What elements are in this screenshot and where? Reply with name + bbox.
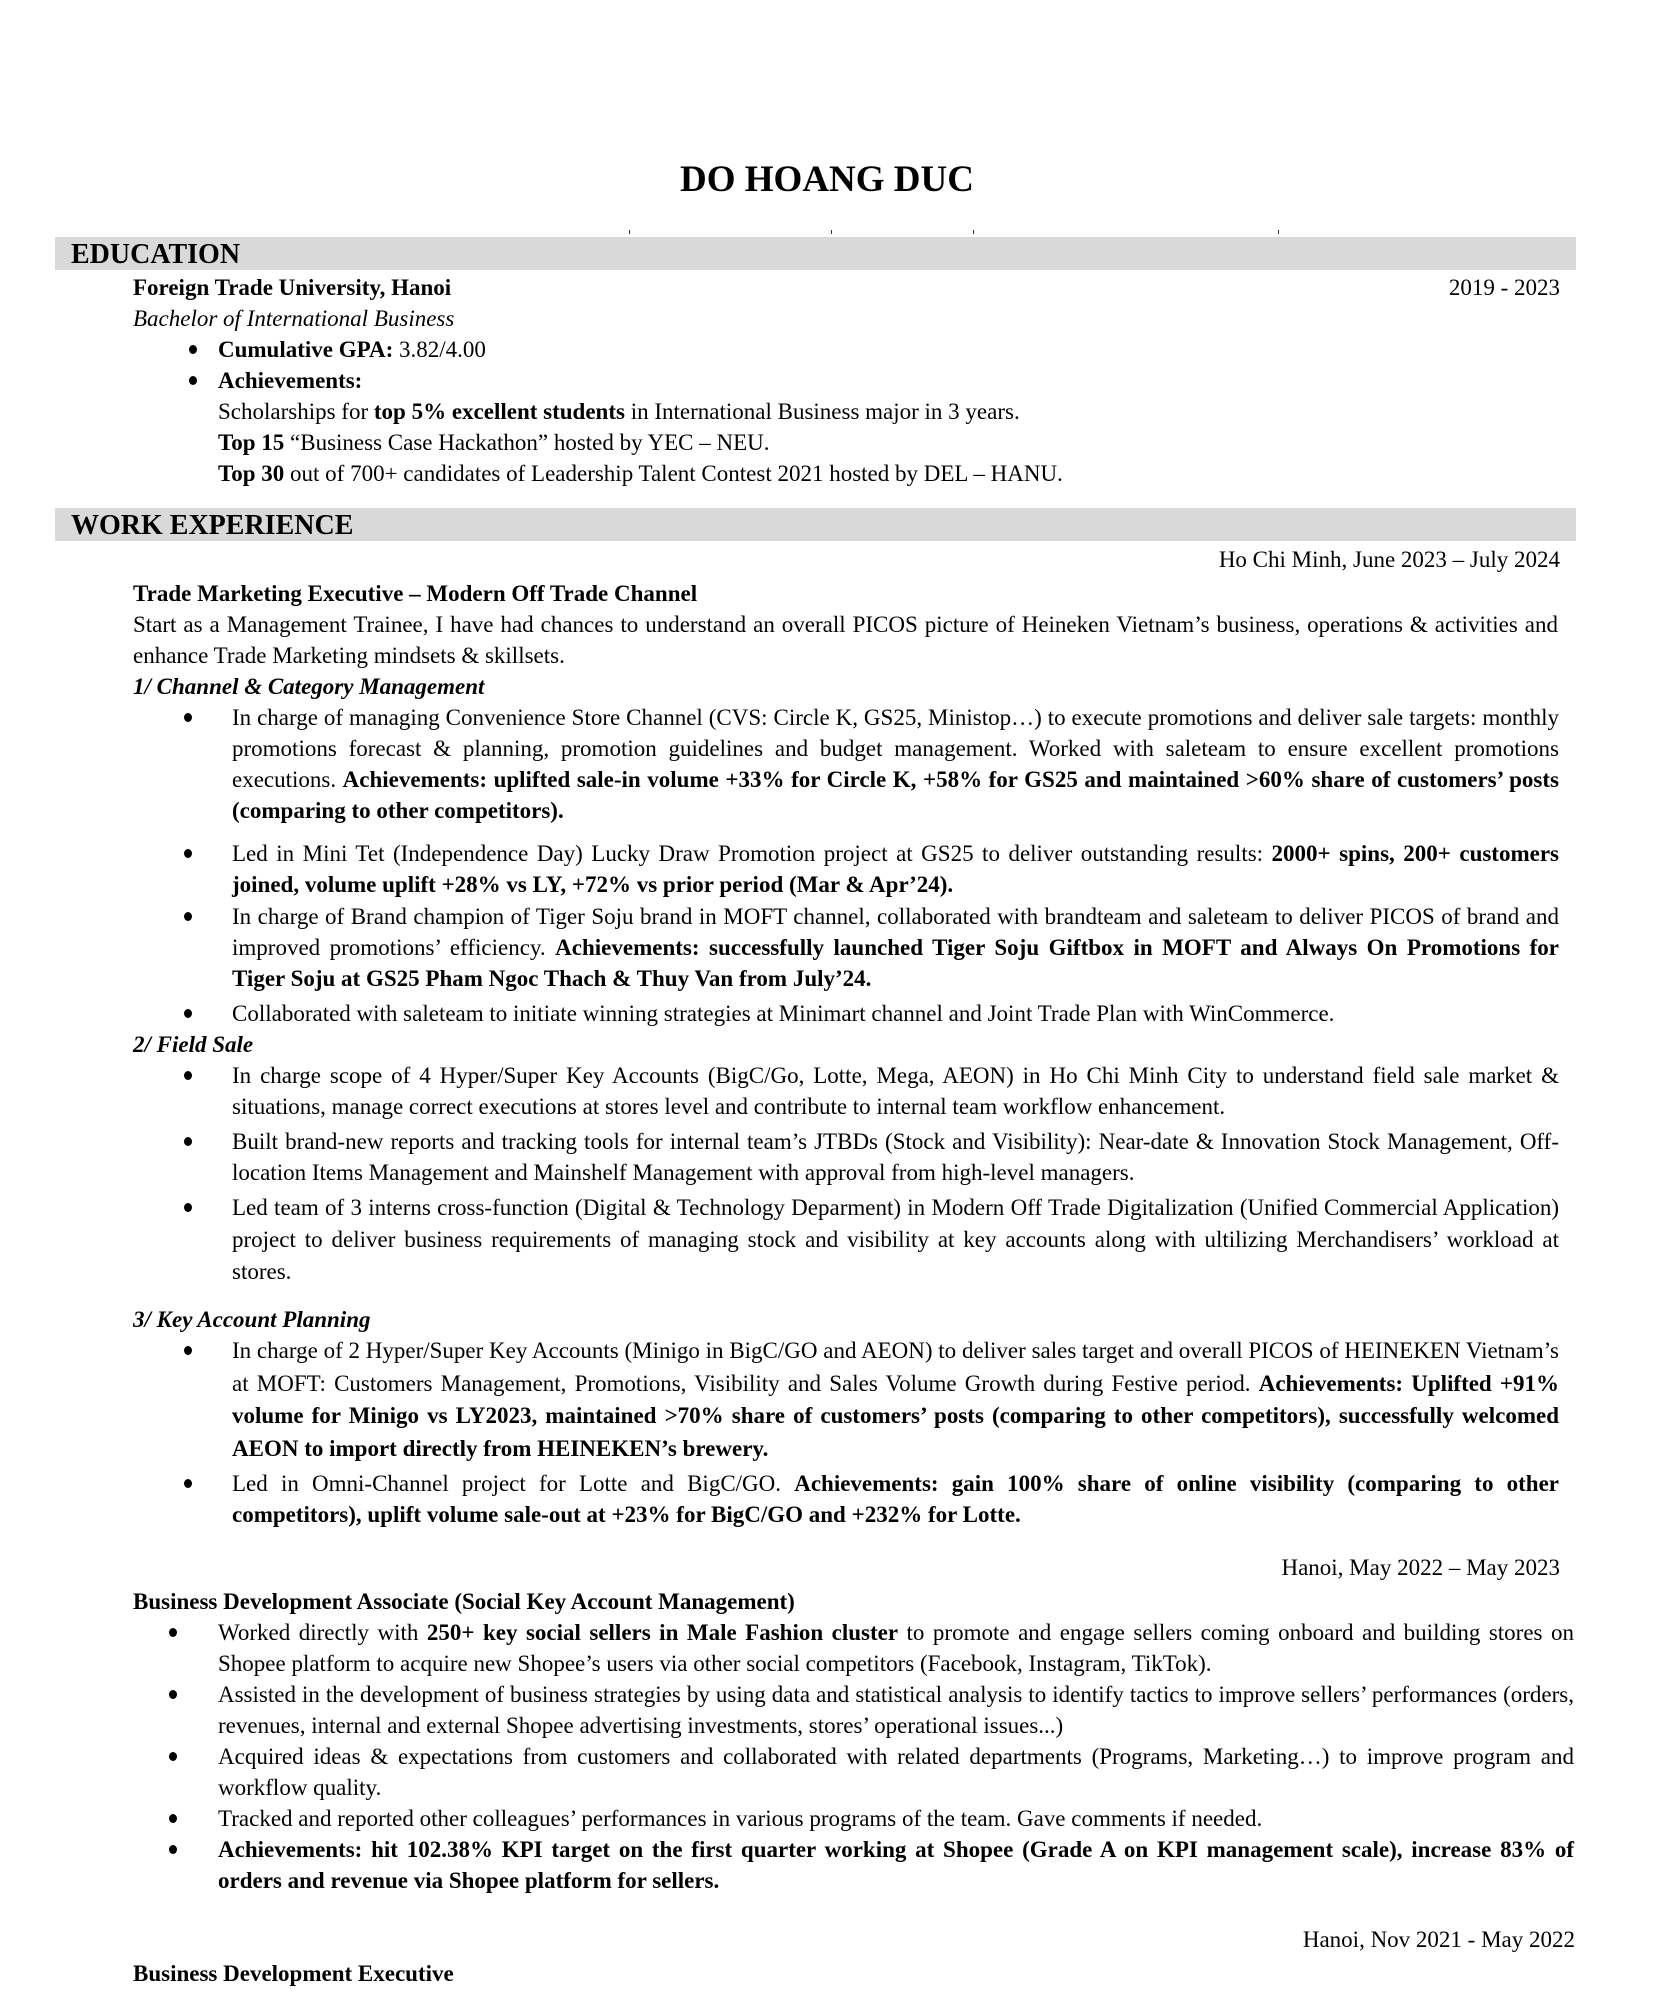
bullet-icon (184, 1479, 192, 1488)
bullet-icon (169, 1814, 177, 1823)
bullet-text: Achievements: hit 102.38% KPI target on the first quarter working at Shopee (Grade A on KPI management scale), increase 83% of orders and revenue via Shopee platform for sellers. (218, 1837, 1574, 1893)
job-location-dates: Hanoi, May 2022 – May 2023 (1281, 1555, 1560, 1580)
bullet-icon (184, 713, 192, 722)
job-location-dates: Hanoi, Nov 2021 - May 2022 (1302, 1927, 1575, 1952)
education-years: 2019 - 2023 (1448, 275, 1560, 300)
gpa-label: Cumulative GPA: (218, 337, 394, 362)
job-location-dates: Ho Chi Minh, June 2023 – July 2024 (1218, 547, 1560, 572)
gpa-value: 3.82/4.00 (393, 337, 486, 362)
bullet-icon (189, 345, 197, 354)
bullet-text: Led in Mini Tet (Independence Day) Lucky Draw Promotion project at GS25 to deliver outstanding results: 2000+ spins, 200+ customers joined, volume uplift +28% vs LY, +72% vs prior period (Mar & Apr’24). (232, 841, 1559, 897)
job-title: Business Development Executive (133, 1961, 454, 1986)
job-intro: Start as a Management Trainee, I have had chances to understand an overall PICOS picture of Heineken Vietnam’s business, operations & activities and enhance Trade Marketing mindsets & skillsets. (133, 612, 1558, 668)
school-name: Foreign Trade University, Hanoi (133, 275, 452, 300)
bullet-icon (184, 1071, 192, 1080)
subsection-heading: 1/ Channel & Category Management (133, 674, 485, 699)
candidate-name: DO HOANG DUC (680, 159, 974, 200)
bullet-icon (184, 1009, 192, 1018)
job-title: Trade Marketing Executive – Modern Off Trade Channel (133, 581, 698, 606)
bullet-text: Led team of 3 interns cross-function (Digital & Technology Deparment) in Modern Off Trade Digitalization (Unified Commercial Application) project to deliver business requirements of managing stock and visibility at key accounts along with ultilizing Merchandisers’ workload at stores. (232, 1195, 1559, 1284)
bullet-text: Acquired ideas & expectations from customers and collaborated with related departments (Programs, Marketing…) to improve program and workflow quality. (218, 1744, 1574, 1800)
bullet-text: Tracked and reported other colleagues’ performances in various programs of the team. Gave comments if needed. (218, 1806, 1263, 1831)
achievement-item: Top 30 out of 700+ candidates of Leadership Talent Contest 2021 hosted by DEL – HANU. (218, 461, 1063, 486)
bullet-icon (189, 376, 197, 385)
subsection-heading: 2/ Field Sale (133, 1032, 254, 1057)
contact-line-remnant (0, 230, 1654, 236)
bullet-text: Assisted in the development of business strategies by using data and statistical analysis to identify tactics to improve sellers’ performances (orders, revenues, internal and external Shopee advertising investments, stores’ operational issues...) (218, 1682, 1574, 1738)
bullet-text: Built brand-new reports and tracking tools for internal team’s JTBDs (Stock and Visibility): Near-date & Innovation Stock Management, Off-location Items Management and Mainshelf Management with approval from high-level managers. (232, 1129, 1559, 1185)
achievements-label: Achievements: (218, 368, 363, 393)
achievement-item: Scholarships for top 5% excellent students in International Business major in 3 years. (218, 399, 1020, 424)
bullet-text: Collaborated with saleteam to initiate winning strategies at Minimart channel and Joint Trade Plan with WinCommerce. (232, 1001, 1335, 1026)
achievement-item: Top 15 “Business Case Hackathon” hosted by YEC – NEU. (218, 430, 770, 455)
section-header-work-experience (55, 508, 1576, 541)
bullet-text: In charge of 2 Hyper/Super Key Accounts (Minigo in BigC/GO and AEON) to deliver sales target and overall PICOS of HEINEKEN Vietnam’s at MOFT: Customers Management, Promotions, Visibility and Sales Volume Growth during Festive period. Achievements: Uplifted +91% volume for Minigo vs LY2023, maintained >70% share of customers’ posts (comparing to other competitors), successfully welcomed AEON to import directly from HEINEKEN’s brewery. (232, 1338, 1559, 1461)
bullet-icon (184, 1137, 192, 1146)
bullet-text: Led in Omni-Channel project for Lotte and BigC/GO. Achievements: gain 100% share of online visibility (comparing to other competitors), uplift volume sale-out at +23% for BigC/GO and +232% for Lotte. (232, 1471, 1560, 1527)
section-title: EDUCATION (71, 239, 241, 270)
bullet-icon (169, 1628, 177, 1637)
bullet-text: In charge of managing Convenience Store Channel (CVS: Circle K, GS25, Ministop…) to execute promotions and deliver sale targets: monthly promotions forecast & planning, promotion guidelines and budget management. Worked with saleteam to ensure excellent promotions executions. Achievements: uplifted sale-in volume +33% for Circle K, +58% for GS25 and maintained >60% share of customers’ posts (comparing to other competitors). (232, 705, 1559, 823)
bullet-text: In charge scope of 4 Hyper/Super Key Accounts (BigC/Go, Lotte, Mega, AEON) in Ho Chi Minh City to understand field sale market & situations, manage correct executions at stores level and contribute to internal team workflow enhancement. (232, 1063, 1559, 1119)
bullet-text: In charge of Brand champion of Tiger Soju brand in MOFT channel, collaborated with brandteam and saleteam to deliver PICOS of brand and improved promotions’ efficiency. Achievements: successfully launched Tiger Soju Giftbox in MOFT and Always On Promotions for Tiger Soju at GS25 Pham Ngoc Thach & Thuy Van from July’24. (232, 904, 1560, 991)
bullet-icon (184, 912, 192, 921)
bullet-icon (184, 1346, 192, 1355)
degree: Bachelor of International Business (133, 306, 455, 331)
bullet-text: Worked directly with 250+ key social sellers in Male Fashion cluster to promote and engage sellers coming onboard and building stores on Shopee platform to acquire new Shopee’s users via other social competitors (Facebook, Instagram, TikTok). (218, 1620, 1574, 1676)
gpa-line (218, 334, 486, 365)
bullet-icon (184, 1203, 192, 1212)
bullet-icon (169, 1845, 177, 1854)
subsection-heading: 3/ Key Account Planning (133, 1307, 371, 1332)
section-header-education (55, 237, 1576, 270)
job-title: Business Development Associate (Social Key Account Management) (133, 1589, 795, 1614)
bullet-icon (184, 849, 192, 858)
bullet-icon (169, 1690, 177, 1699)
bullet-icon (169, 1752, 177, 1761)
section-title: WORK EXPERIENCE (71, 510, 354, 541)
